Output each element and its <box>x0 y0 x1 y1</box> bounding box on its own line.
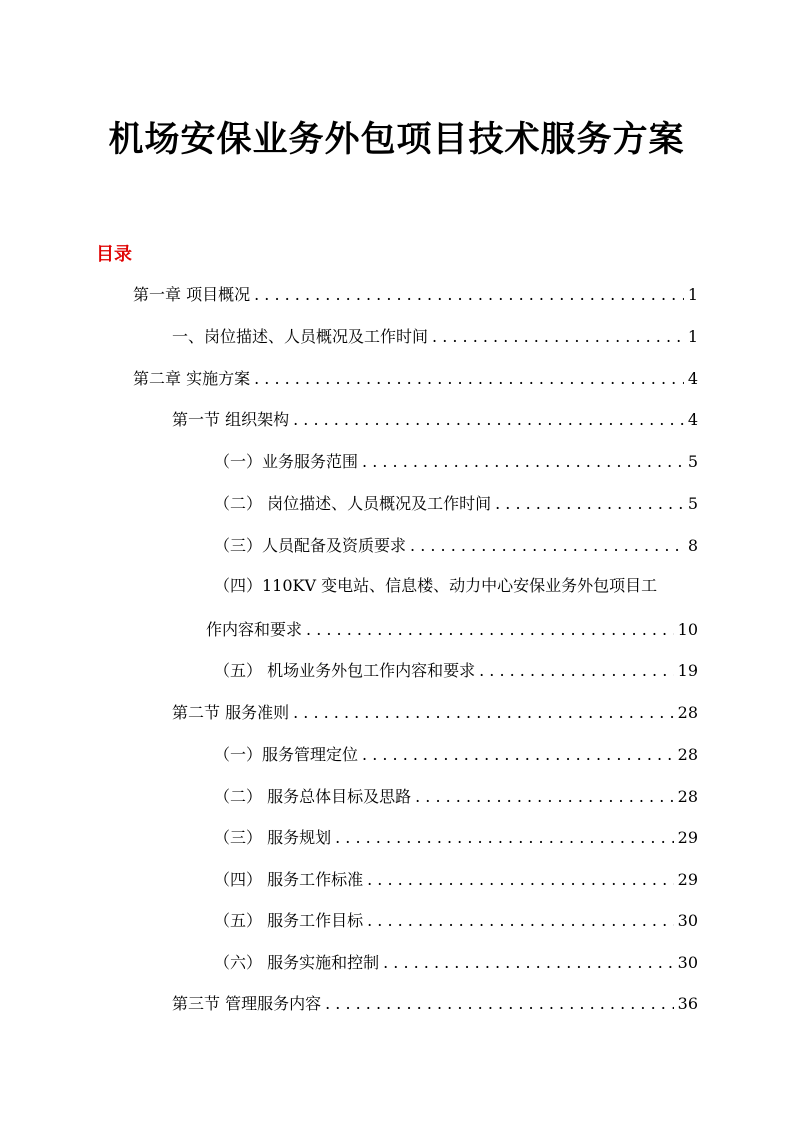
toc-dot-leader <box>415 786 674 808</box>
toc-dot-leader <box>325 993 674 1015</box>
toc-entry-text: （二） 服务总体目标及思路 <box>214 787 412 806</box>
toc-entry-subsection[interactable] <box>214 825 698 849</box>
toc-entry-subsection[interactable] <box>214 867 698 891</box>
toc-entry-text: （一）业务服务范围 <box>214 452 359 471</box>
toc-entry-text: （三） 服务规划 <box>214 828 332 847</box>
toc-dot-leader <box>254 284 684 306</box>
toc-entry-page: 28 <box>677 787 698 806</box>
toc-entry-page: 19 <box>677 661 698 680</box>
toc-entry-text: 第二章 实施方案 <box>133 369 251 388</box>
toc-entry-text: 第三节 管理服务内容 <box>172 994 322 1013</box>
toc-entry-page: 30 <box>677 911 698 930</box>
toc-dot-leader <box>293 409 684 431</box>
toc-entry-section[interactable] <box>172 991 698 1015</box>
toc-dot-leader <box>383 952 674 974</box>
toc-dot-leader <box>479 660 674 682</box>
toc-entry-subsection[interactable] <box>214 658 698 682</box>
toc-entry-section[interactable] <box>172 324 698 348</box>
toc-entry-page: 28 <box>677 745 698 764</box>
toc-entry-text: （五） 服务工作目标 <box>214 911 364 930</box>
toc-dot-leader <box>362 451 684 473</box>
toc-entry-page: 10 <box>677 620 698 639</box>
toc-entry-subsection[interactable] <box>214 908 698 932</box>
toc-entry-page: 4 <box>687 369 698 388</box>
toc-entry-text: （五） 机场业务外包工作内容和要求 <box>214 661 476 680</box>
toc-entry-text: 一、岗位描述、人员概况及工作时间 <box>172 327 429 346</box>
toc-entry-section[interactable] <box>172 700 698 724</box>
toc-entry-subsection-line-2[interactable] <box>206 617 698 641</box>
toc-entry-text: （四） 服务工作标准 <box>214 870 364 889</box>
toc-entry-text: （二） 岗位描述、人员概况及工作时间 <box>214 494 492 513</box>
toc-entry-page: 1 <box>687 285 698 304</box>
toc-dot-leader <box>306 619 674 641</box>
toc-entry-page: 1 <box>687 327 698 346</box>
toc-entry-text: 作内容和要求 <box>206 620 303 639</box>
toc-dot-leader <box>495 493 684 515</box>
toc-entry-text: （六） 服务实施和控制 <box>214 953 380 972</box>
toc-entry-page: 5 <box>687 494 698 513</box>
toc-entry-subsection[interactable] <box>214 449 698 473</box>
toc-dot-leader <box>367 869 674 891</box>
toc-entry-text: （三）人员配备及资质要求 <box>214 536 407 555</box>
toc-entry-text: （一）服务管理定位 <box>214 745 359 764</box>
toc-entry-page: 36 <box>677 994 698 1013</box>
toc-entry-page: 29 <box>677 870 698 889</box>
toc-entry-page: 4 <box>687 410 698 429</box>
toc-entry-page: 30 <box>677 953 698 972</box>
toc-entry-page: 8 <box>687 536 698 555</box>
toc-entry-page: 5 <box>687 452 698 471</box>
toc-dot-leader <box>254 368 684 390</box>
toc-entry-subsection[interactable] <box>214 950 698 974</box>
toc-entry-chapter-2[interactable] <box>133 366 698 390</box>
toc-entry-subsection[interactable] <box>214 491 698 515</box>
toc-entry-text: 第二节 服务准则 <box>172 703 290 722</box>
toc-dot-leader <box>362 744 674 766</box>
toc-dot-leader <box>410 535 684 557</box>
toc-entry-text: 第一章 项目概况 <box>133 285 251 304</box>
toc-heading: 目录 <box>96 244 132 265</box>
toc-entry-subsection-line-1[interactable]: （四）110KV 变电站、信息楼、动力中心安保业务外包项目工 <box>214 576 658 595</box>
toc-entry-subsection[interactable] <box>214 533 698 557</box>
toc-entry-subsection[interactable] <box>214 742 698 766</box>
toc-entry-text: 第一节 组织架构 <box>172 410 290 429</box>
toc-entry-chapter-1[interactable] <box>133 282 698 306</box>
toc-dot-leader <box>432 326 684 348</box>
document-title: 机场安保业务外包项目技术服务方案 <box>108 120 685 160</box>
toc-entry-section[interactable] <box>172 407 698 431</box>
toc-dot-leader <box>293 702 674 724</box>
toc-entry-page: 29 <box>677 828 698 847</box>
toc-entry-subsection[interactable] <box>214 784 698 808</box>
toc-dot-leader <box>367 910 674 932</box>
toc-dot-leader <box>335 827 674 849</box>
toc-entry-page: 28 <box>677 703 698 722</box>
